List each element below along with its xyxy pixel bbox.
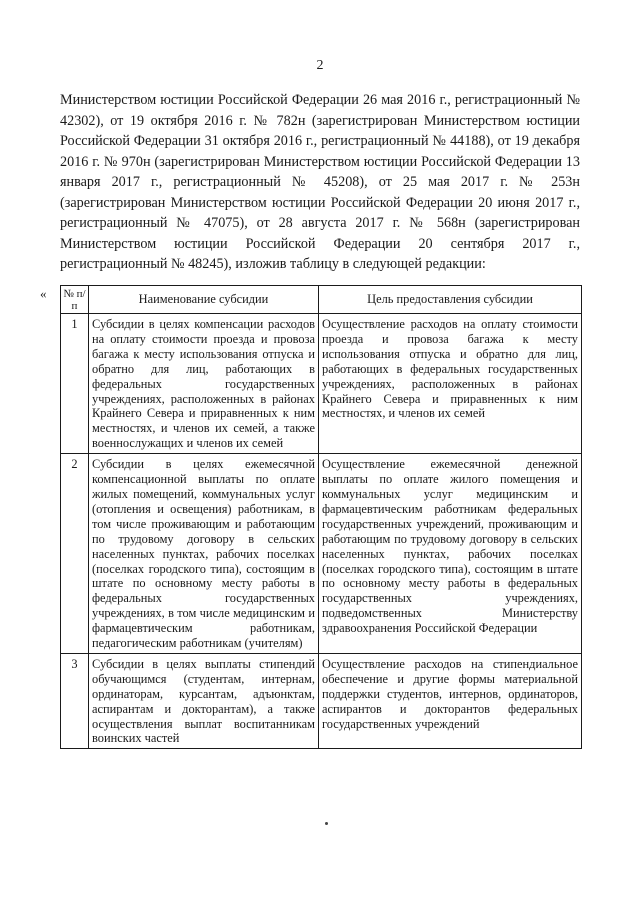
scan-dot: [325, 822, 328, 825]
header-number: № п/п: [61, 286, 89, 314]
row-number: 2: [61, 454, 89, 654]
intro-paragraph: Министерством юстиции Российской Федерации 26 мая 2016 г., регистрационный № 42302), от 19 октября 2016 г. № 782н (зарегистрирован Министерством юстиции Российской Федерации 31 октября 2016 г., регистрационный № 44188), от 19 декабря 2016 г. № 970н (зарегистрирован Министерством юстиции Российской Федерации 13 января 2017 г., регистрационный № 45208), от 25 мая 2017 г. № 253н (зарегистрирован Министерством юстиции Российской Федерации 20 июня 2017 г., регистрационный № 47075), от 28 августа 2017 г. № 568н (зарегистрирован Министерством юстиции Российской Федерации 20 сентября 2017 г., регистрационный № 48245), изложив таблицу в следующей редакции:: [60, 92, 580, 272]
header-subsidy-goal: Цель предоставления субсидии: [319, 286, 582, 314]
row-number: 1: [61, 314, 89, 454]
table-row: [61, 454, 582, 654]
page-number: 2: [316, 58, 324, 73]
opening-quote-mark: «: [40, 286, 47, 301]
table-row: [61, 653, 582, 748]
table-row: [61, 314, 582, 454]
subsidy-name: Субсидии в целях выплаты стипендий обучающимся (студентам, интернам, ординаторам, курсантам, адъюнктам, аспирантам и докторантам), а также осуществления выплат воспитанникам воинских частей: [89, 653, 319, 748]
subsidies-table: [60, 285, 582, 749]
header-subsidy-name: Наименование субсидии: [89, 286, 319, 314]
table-header-row: [61, 286, 582, 314]
row-number: 3: [61, 653, 89, 748]
subsidy-name: Субсидии в целях компенсации расходов на оплату стоимости проезда и провоза багажа к месту использования отпуска и обратно для лиц, работающих в федеральных государственных учреждениях, расположенных в районах Крайнего Севера и приравненных к ним местностях, и членов их семей, а также военнослужащих и членов их семей: [89, 314, 319, 454]
subsidy-name: Субсидии в целях ежемесячной компенсационной выплаты по оплате жилых помещений, коммунальных услуг (отопления и освещения) работникам, в том числе проживающим и работающим по трудовому договору в сельских населенных пунктах, рабочих поселках (поселках городского типа), состоящим в штате по основному месту работы в федеральных государственных учреждениях, в том числе медицинским и фармацевтическим работникам, педагогическим работникам (учителям): [89, 454, 319, 654]
subsidy-goal: Осуществление расходов на оплату стоимости проезда и провоза багажа к месту использования отпуска и обратно для лиц, работающих в федеральных государственных учреждениях, расположенных в районах Крайнего Севера и приравненных к ним местностях, и членов их семей: [319, 314, 582, 454]
subsidy-goal: Осуществление расходов на стипендиальное обеспечение и другие формы материальной поддержки студентов, интернов, ординаторов, аспирантов и докторантов федеральных государственных учреждений: [319, 653, 582, 748]
subsidy-goal: Осуществление ежемесячной денежной выплаты по оплате жилого помещения и коммунальных услуг медицинским и фармацевтическим работникам федеральных государственных учреждений, проживающим и работающим по трудовому договору в сельских населенных пунктах, рабочих поселках (поселках городского типа), состоящим в штате по основному месту работы в федеральных государственных учреждениях, подведомственных Министерству здравоохранения Российской Федерации: [319, 454, 582, 654]
